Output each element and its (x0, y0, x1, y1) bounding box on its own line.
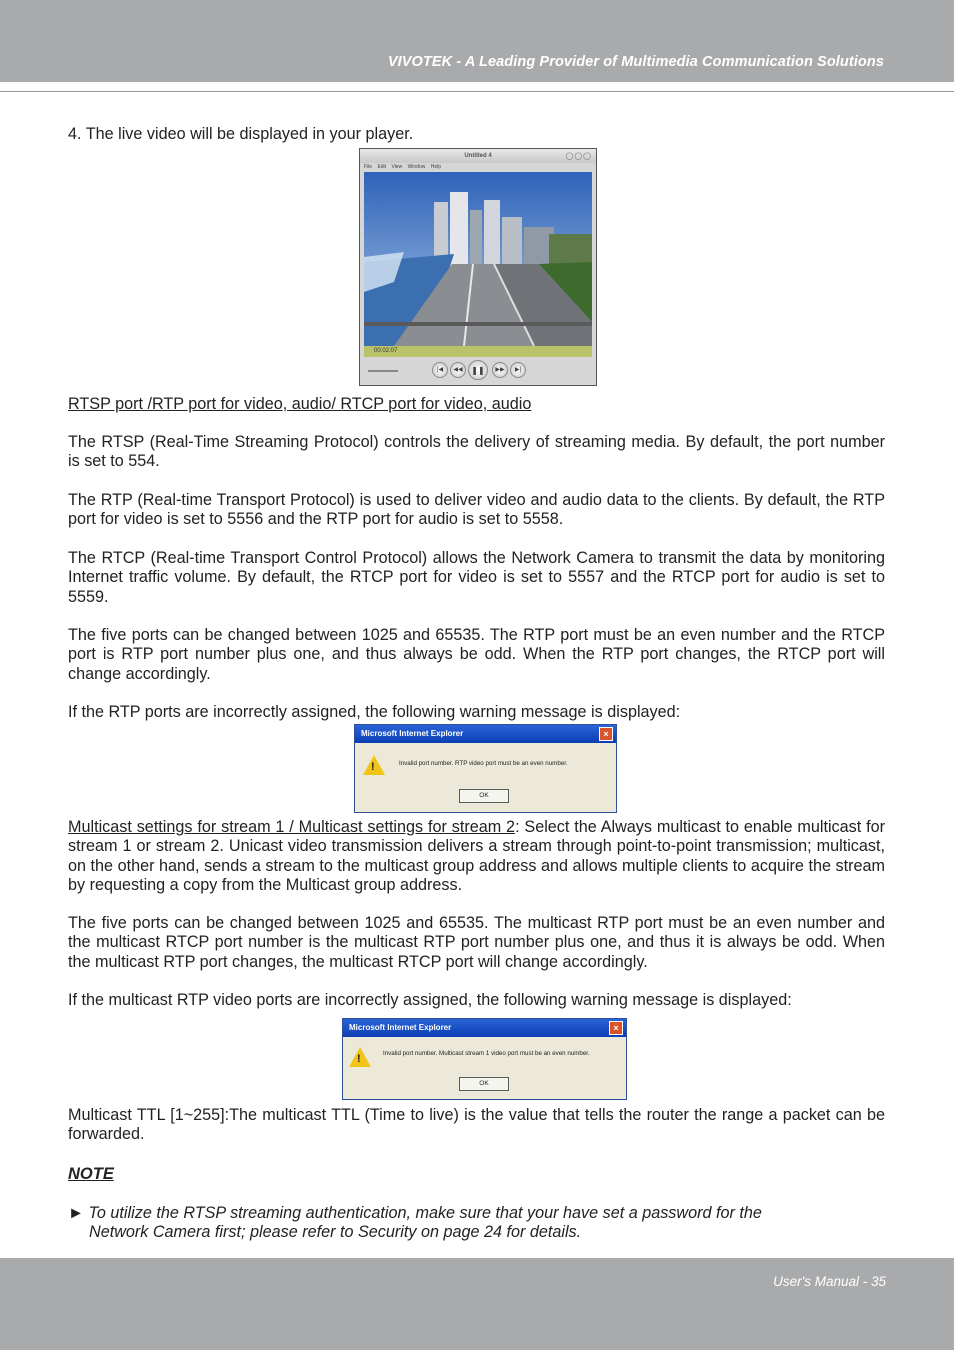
multicast-paragraph (68, 818, 885, 895)
fast-forward-icon[interactable]: ▶▶ (492, 362, 508, 378)
page-number: User's Manual - 35 (773, 1274, 886, 1289)
port-range-paragraph: The five ports can be changed between 1025 and 65535. The RTP port must be an even number and the RTCP port is RTP port number plus one, and thus always be odd. When the RTP port changes, the RTCP port will change accordingly. (68, 626, 885, 683)
live-video-frame (364, 172, 592, 346)
multicast-port-range-paragraph: The five ports can be changed between 1025 and 65535. The multicast RTP port must be an even number and the multicast RTCP port number is the multicast RTP port number plus one, and thus it is always be odd. When the multicast RTP port changes, the multicast RTCP port will change accordingly. (68, 914, 885, 971)
exclamation-icon: ! (371, 761, 375, 773)
rewind-icon[interactable]: ◀◀ (450, 362, 466, 378)
skip-forward-icon[interactable]: ▶| (510, 362, 526, 378)
player-menu-bar: File Edit View Window Help (364, 164, 442, 170)
multicast-warning-dialog (342, 1018, 627, 1100)
page-footer (0, 1258, 954, 1350)
note-item (68, 1204, 885, 1243)
rtsp-paragraph: The RTSP (Real-Time Streaming Protocol) controls the delivery of streaming media. By default, the port number is set to 554. (68, 433, 885, 471)
close-icon[interactable]: × (599, 727, 613, 741)
player-screenshot (359, 148, 597, 386)
header-title: VIVOTEK - A Leading Provider of Multimedia Communication Solutions (387, 54, 884, 70)
header-divider (0, 91, 954, 92)
skip-back-icon[interactable]: |◀ (432, 362, 448, 378)
multicast-ttl-paragraph: Multicast TTL [1~255]:The multicast TTL (Time to live) is the value that tells the router the range a packet can be forwarded. (68, 1106, 885, 1144)
highway-scene-image (364, 172, 592, 346)
window-buttons-icon: ◯◯◯ (565, 153, 592, 160)
note-line-2: Network Camera first; please refer to Security on page 24 for details. (89, 1223, 582, 1242)
dialog-message: Invalid port number. Multicast stream 1 video port must be an even number. (383, 1050, 590, 1057)
rtp-warning-intro: If the RTP ports are incorrectly assigned, the following warning message is displayed: (68, 703, 681, 721)
note-line-1: To utilize the RTSP streaming authentication, make sure that your have set a password for the (88, 1204, 762, 1222)
dialog-message: Invalid port number. RTP video port must be an even number. (399, 760, 568, 767)
pause-icon[interactable]: ❚❚ (468, 360, 488, 380)
rtsp-section-heading: RTSP port /RTP port for video, audio/ RTCP port for video, audio (68, 395, 532, 413)
step-4-text: 4. The live video will be displayed in your player. (68, 125, 414, 143)
multicast-description: : Select the Always multicast to enable multicast for stream 1 or stream 2. Unicast video transmission delivers a stream through point-to-point transmission; multicast, on the other hand, sends a stream to the multicast group address and allows multiple clients to acquire the stream by requesting a copy from the Multicast group address. (68, 818, 885, 894)
ok-button[interactable]: OK (459, 789, 509, 803)
player-title: Untitled 4 (360, 149, 596, 163)
volume-slider[interactable] (368, 370, 398, 372)
rtp-warning-dialog (354, 724, 617, 813)
bullet-arrow-icon: ► (68, 1204, 85, 1222)
dialog-title: Microsoft Internet Explorer (343, 1019, 626, 1037)
multicast-warning-intro: If the multicast RTP video ports are incorrectly assigned, the following warning message is displayed: (68, 991, 792, 1009)
rtp-paragraph: The RTP (Real-time Transport Protocol) is used to deliver video and audio data to the clients. By default, the RTP port for video is set to 5556 and the RTP port for audio is set to 5558. (68, 491, 885, 529)
player-timecode: 00:02:07 (364, 346, 592, 357)
close-icon[interactable]: × (609, 1021, 623, 1035)
ok-button[interactable]: OK (459, 1077, 509, 1091)
dialog-title: Microsoft Internet Explorer (355, 725, 616, 743)
note-label: NOTE (68, 1165, 114, 1183)
page-header (0, 0, 954, 82)
player-controls (360, 359, 596, 385)
exclamation-icon: ! (357, 1053, 361, 1065)
multicast-section-heading: Multicast settings for stream 1 / Multicast settings for stream 2 (68, 818, 516, 836)
rtcp-paragraph: The RTCP (Real-time Transport Control Protocol) allows the Network Camera to transmit the data by monitoring Internet traffic volume. By default, the RTCP port for video is set to 5557 and the RTCP port for audio is set to 5559. (68, 549, 885, 606)
